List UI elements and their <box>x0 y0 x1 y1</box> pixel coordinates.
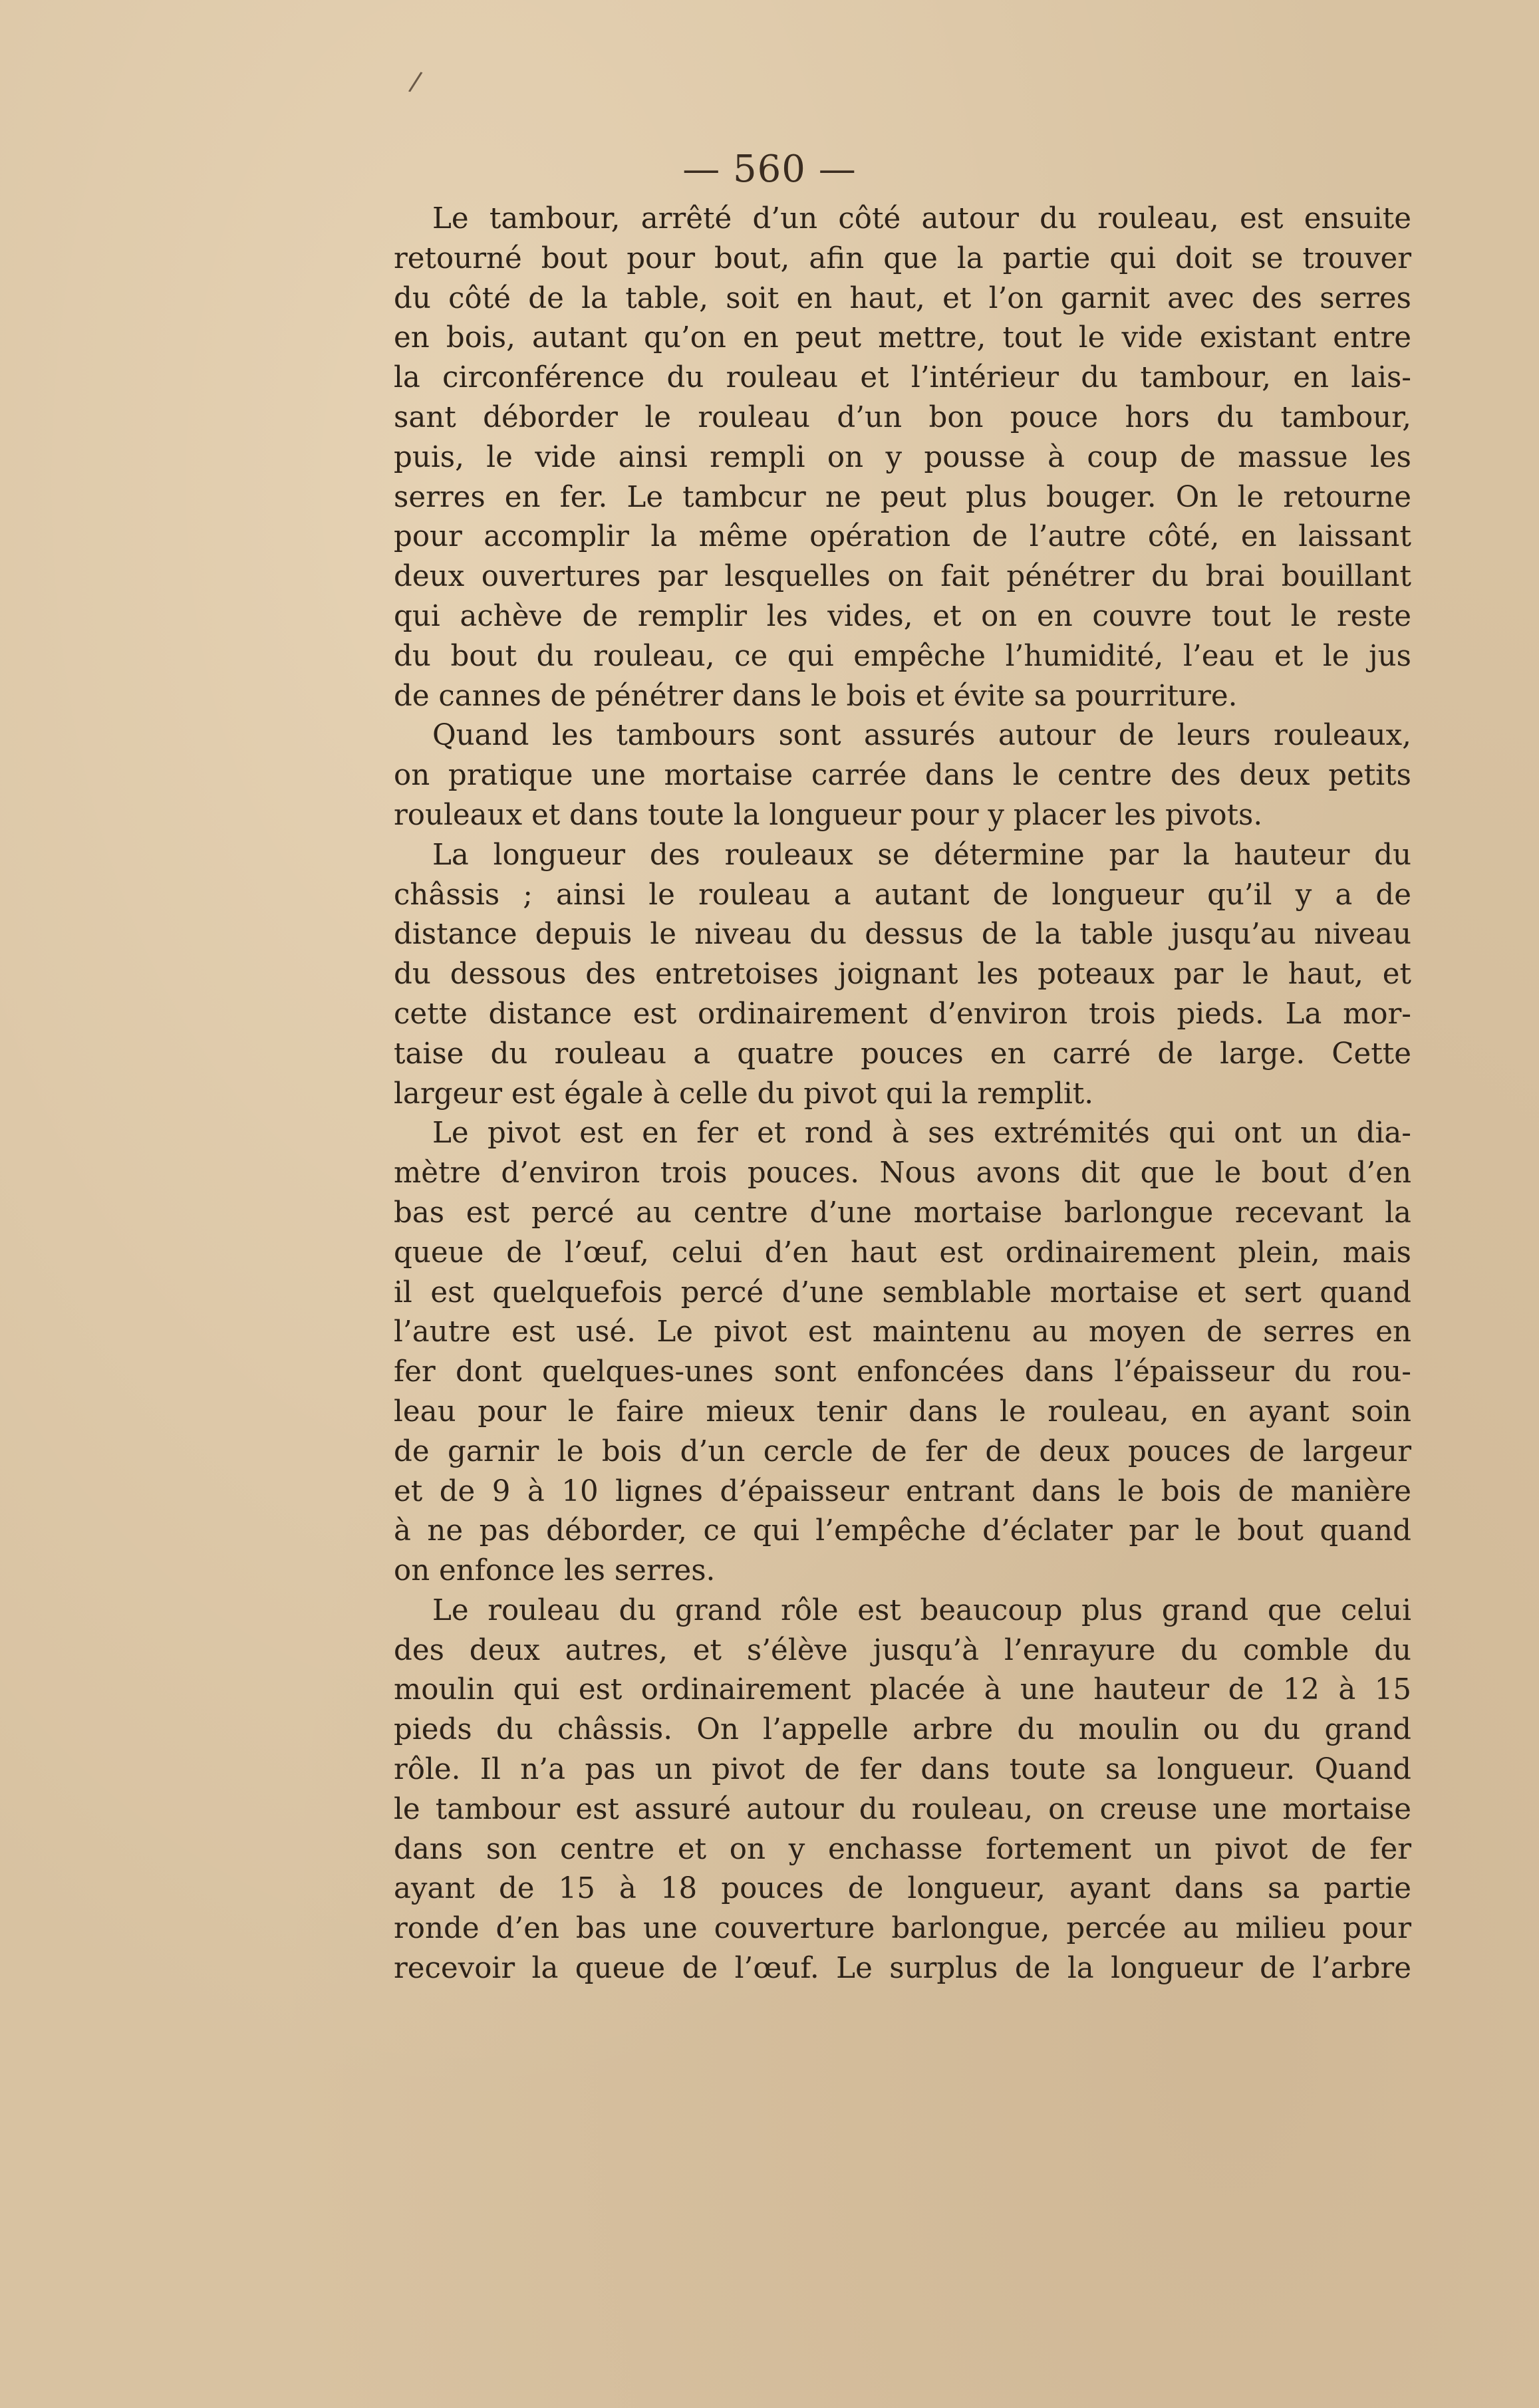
body-text <box>394 200 1411 1989</box>
text-line: Quand les tambours sont assurés autour de leurs rouleaux, <box>432 719 1411 753</box>
text-line: l’autre est usé. Le pivot est maintenu au moyen de serres en <box>394 1315 1411 1349</box>
text-line: fer dont quelques-unes sont enfoncées dans l’épaisseur du rou- <box>394 1355 1411 1389</box>
text-line: on pratique une mortaise carrée dans le centre des deux petits <box>394 759 1411 793</box>
text-line: mètre d’environ trois pouces. Nous avons dit que le bout d’en <box>394 1156 1411 1190</box>
text-line: de garnir le bois d’un cercle de fer de deux pouces de largeur <box>394 1434 1411 1468</box>
text-line: châssis ; ainsi le rouleau a autant de longueur qu’il y a de <box>394 878 1411 912</box>
text-line: rouleaux et dans toute la longueur pour y placer les pivots. <box>394 798 1263 832</box>
text-line: retourné bout pour bout, afin que la partie qui doit se trouver <box>394 241 1411 275</box>
text-line: rôle. Il n’a pas un pivot de fer dans toute sa longueur. Quand <box>394 1753 1411 1787</box>
text-line: cette distance est ordinairement d’environ trois pieds. La mor- <box>394 997 1411 1031</box>
text-line: et de 9 à 10 lignes d’épaisseur entrant dans le bois de manière <box>394 1474 1411 1508</box>
text-line: du côté de la table, soit en haut, et l’on garnit avec des serres <box>394 281 1411 315</box>
page-number: — 560 — <box>682 148 857 191</box>
text-line: pieds du châssis. On l’appelle arbre du moulin ou du grand <box>394 1713 1411 1747</box>
text-line: serres en fer. Le tambcur ne peut plus bouger. On le retourne <box>394 480 1411 514</box>
text-line: taise du rouleau a quatre pouces en carré de large. Cette <box>394 1037 1411 1071</box>
text-line: Le rouleau du grand rôle est beaucoup plus grand que celui <box>432 1593 1411 1627</box>
text-line: à ne pas déborder, ce qui l’empêche d’éclater par le bout quand <box>394 1514 1411 1548</box>
text-line: qui achève de remplir les vides, et on en couvre tout le reste <box>394 599 1411 633</box>
text-line: des deux autres, et s’élève jusqu’à l’enrayure du comble du <box>394 1633 1411 1667</box>
text-line: du dessous des entretoises joignant les poteaux par le haut, et <box>394 958 1411 992</box>
text-line: bas est percé au centre d’une mortaise barlongue recevant la <box>394 1196 1411 1230</box>
text-line: leau pour le faire mieux tenir dans le rouleau, en ayant soin <box>394 1395 1411 1428</box>
stray-mark: / <box>407 66 424 98</box>
text-line: puis, le vide ainsi rempli on y pousse à coup de massue les <box>394 440 1411 474</box>
text-line: la circonférence du rouleau et l’intérieur du tambour, en lais- <box>394 361 1411 395</box>
text-line: le tambour est assuré autour du rouleau, on creuse une mortaise <box>394 1792 1411 1826</box>
text-line: Le pivot est en fer et rond à ses extrémités qui ont un dia- <box>432 1117 1411 1150</box>
text-line: moulin qui est ordinairement placée à une hauteur de 12 à 15 <box>394 1673 1411 1707</box>
text-line: dans son centre et on y enchasse fortement un pivot de fer <box>394 1832 1411 1866</box>
text-line: queue de l’œuf, celui d’en haut est ordinairement plein, mais <box>394 1236 1411 1270</box>
text-line: largeur est égale à celle du pivot qui la remplit. <box>394 1077 1094 1111</box>
text-line: recevoir la queue de l’œuf. Le surplus de la longueur de l’arbre <box>394 1952 1411 1986</box>
text-line: on enfonce les serres. <box>394 1554 716 1588</box>
text-line: distance depuis le niveau du dessus de la table jusqu’au niveau <box>394 918 1411 952</box>
text-line: ayant de 15 à 18 pouces de longueur, ayant dans sa partie <box>394 1872 1411 1906</box>
text-line: Le tambour, arrêté d’un côté autour du rouleau, est ensuite <box>432 202 1411 235</box>
text-line: La longueur des rouleaux se détermine par la hauteur du <box>432 838 1411 872</box>
text-line: il est quelquefois percé d’une semblable mortaise et sert quand <box>394 1275 1411 1309</box>
text-line: ronde d’en bas une couverture barlongue, percée au milieu pour <box>394 1912 1411 1946</box>
text-line: du bout du rouleau, ce qui empêche l’humidité, l’eau et le jus <box>394 639 1411 673</box>
text-line: pour accomplir la même opération de l’autre côté, en laissant <box>394 520 1411 554</box>
text-line: en bois, autant qu’on en peut mettre, tout le vide existant entre <box>394 321 1411 355</box>
text-line: deux ouvertures par lesquelles on fait pénétrer du brai bouillant <box>394 560 1411 594</box>
text-line: sant déborder le rouleau d’un bon pouce hors du tambour, <box>394 400 1411 434</box>
text-line: de cannes de pénétrer dans le bois et évite sa pourriture. <box>394 679 1238 713</box>
